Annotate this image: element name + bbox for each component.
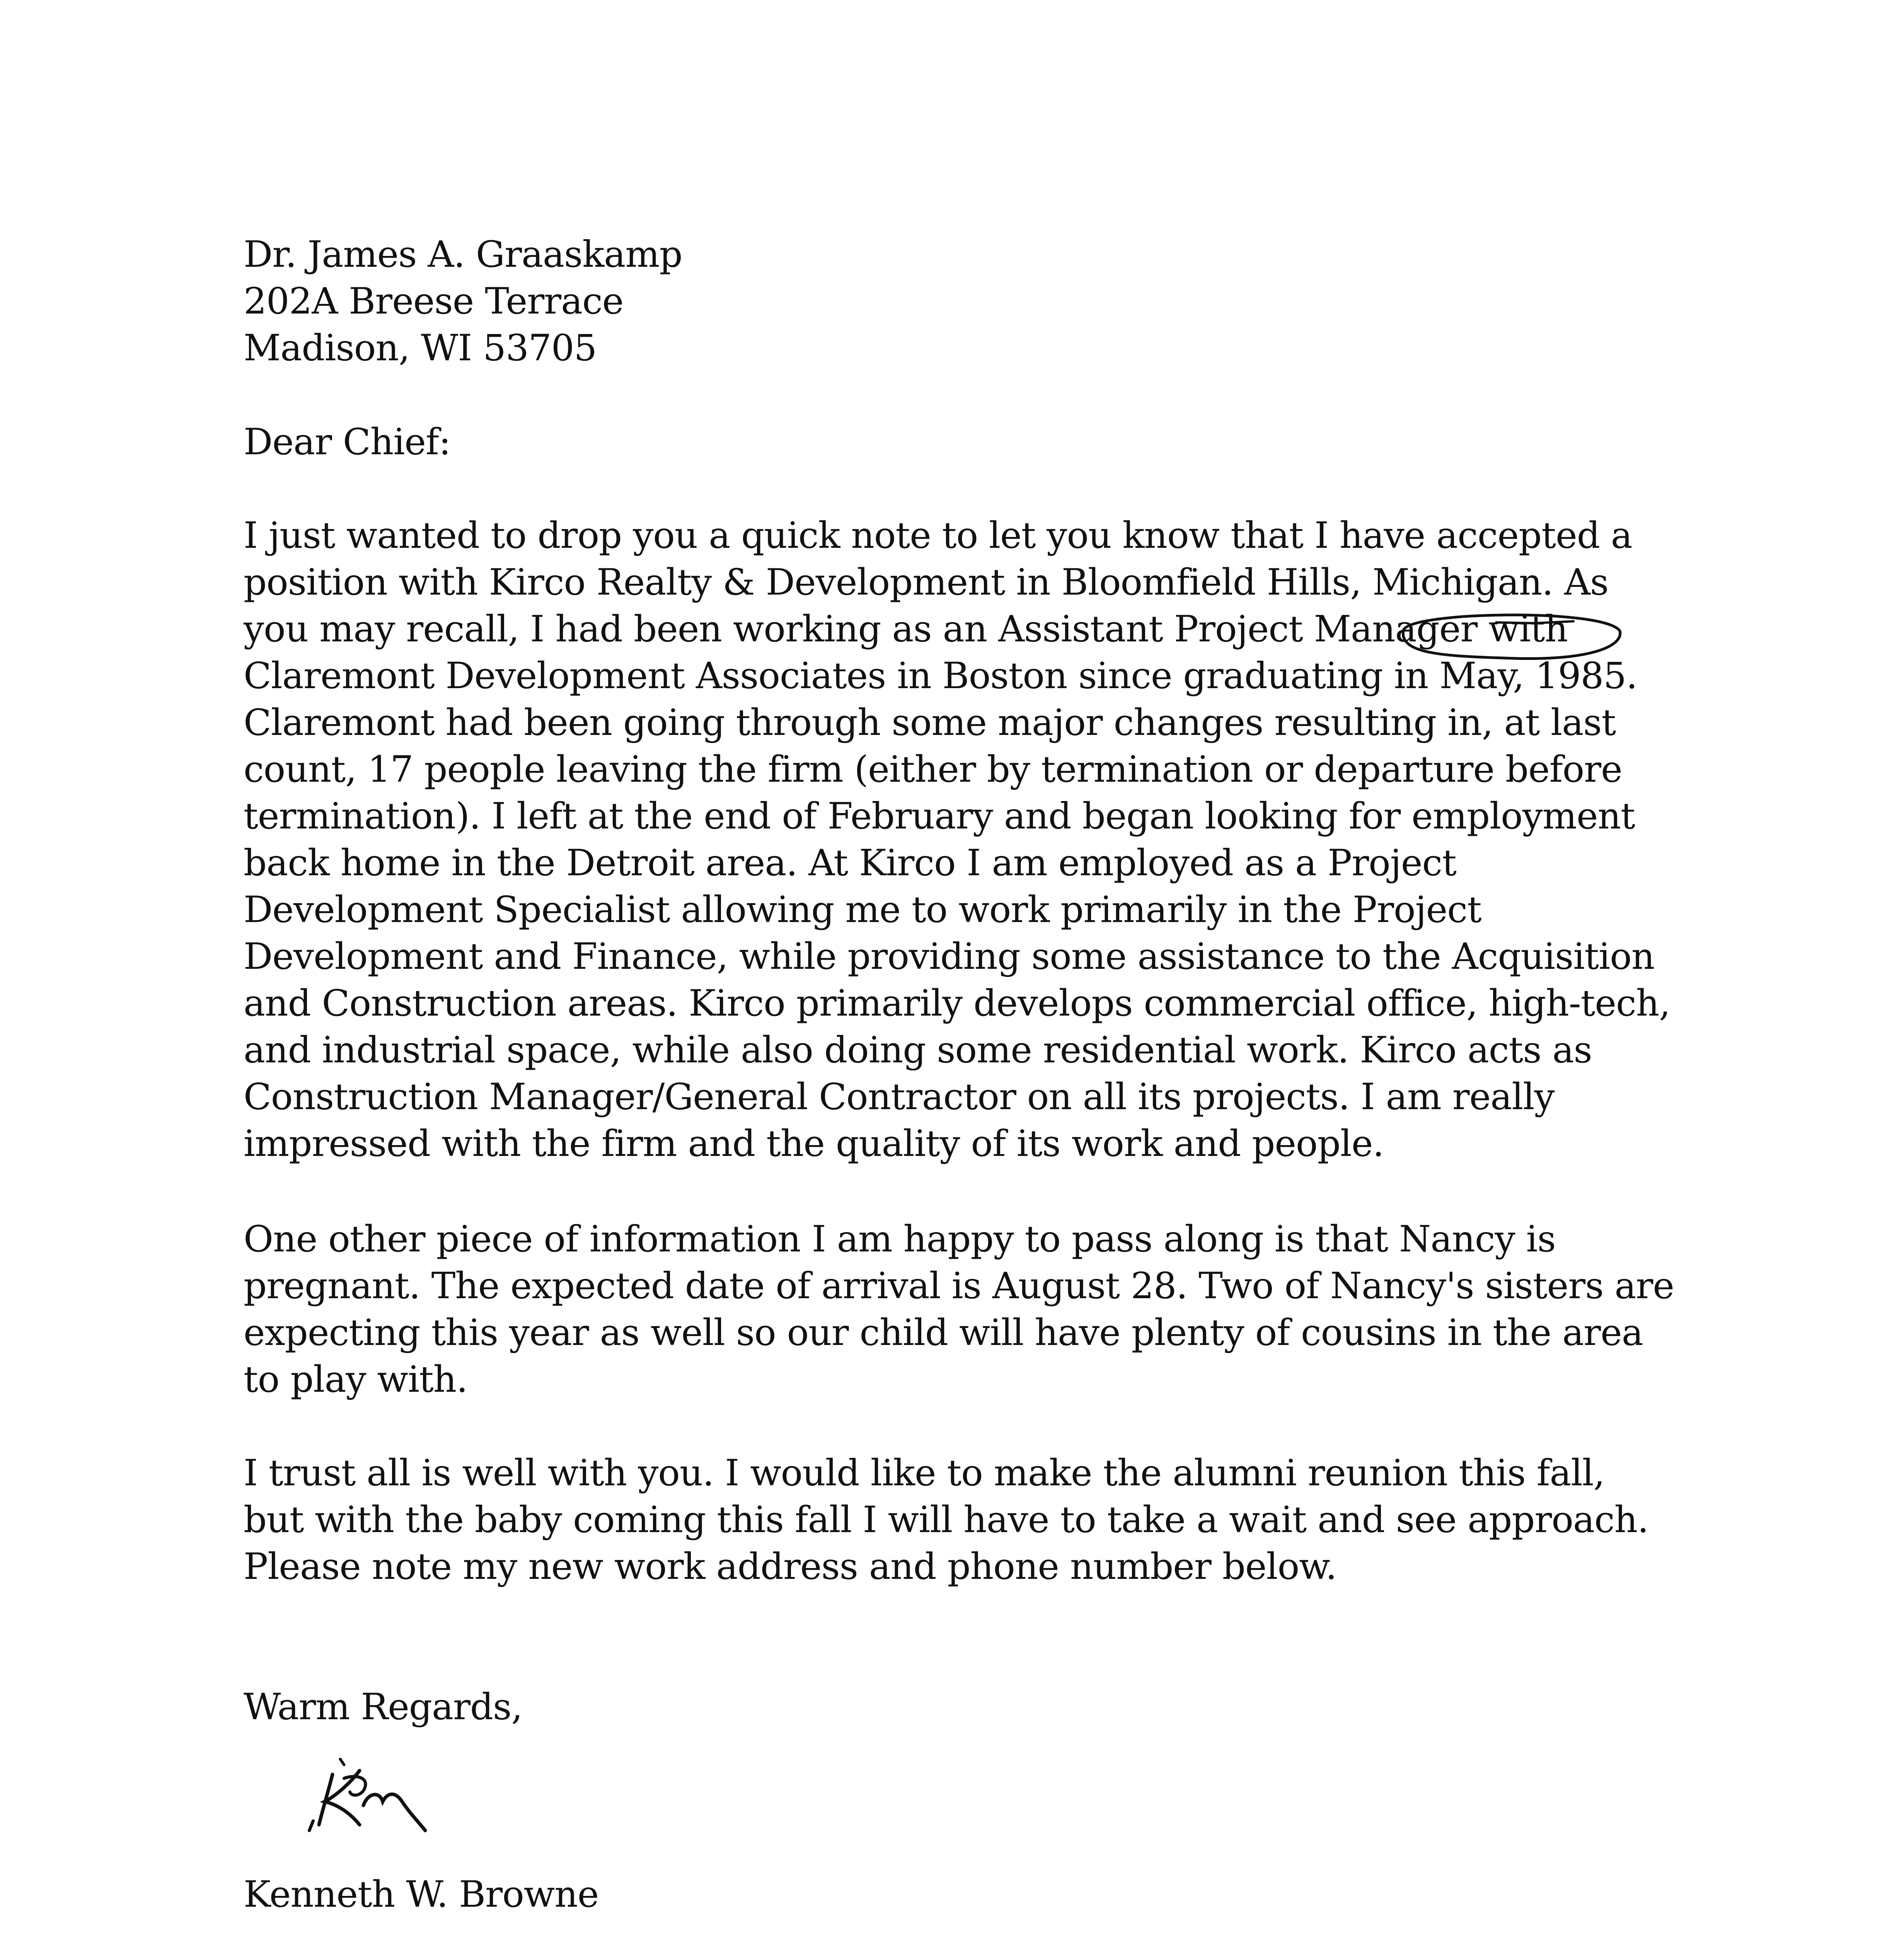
body-paragraph-2: One other piece of information I am happy to pass along is that Nancy is pregnant. The expected date of arrival is August 28. Two of Nancy's sisters are expecting this year as well so our child will have plenty of cousins in the area to play with. bbox=[244, 1218, 1674, 1401]
closing: Warm Regards, bbox=[244, 1686, 523, 1728]
recipient-street: 202A Breese Terrace bbox=[244, 280, 624, 322]
handwritten-signature bbox=[286, 1747, 433, 1848]
body-paragraph-3: I trust all is well with you. I would like to make the alumni reunion this fall, but with the baby coming this fall I will have to take a wait and see approach. Please note my new work address and phone number below. bbox=[244, 1452, 1649, 1588]
body-paragraph-1: I just wanted to drop you a quick note to let you know that I have accepted a position with Kirco Realty & Development in Bloomfield Hills, Michigan. As you may recall, I had been working as an Assistant Project Manager with Claremont Development Associates in Boston since graduating in May, 1985. Claremont had been going through some major changes resulting in, at last count, 17 people leaving the firm (either by termination or departure before termination). I left at the end of February and began looking for employment back home in the Detroit area. At Kirco I am employed as a Project Development Specialist allowing me to work primarily in the Project Development and Finance, while providing some assistance to the Acquisition and Construction areas. Kirco primarily develops commercial office, high-tech, and industrial space, while also doing some residential work. Kirco acts as Construction Manager/General Contractor on all its projects. I am really impressed with the firm and the quality of its work and people. bbox=[244, 515, 1670, 1165]
recipient-name: Dr. James A. Graaskamp bbox=[244, 234, 682, 276]
recipient-city: Madison, WI 53705 bbox=[244, 327, 597, 369]
signatory-name: Kenneth W. Browne bbox=[244, 1873, 599, 1916]
salutation: Dear Chief: bbox=[244, 421, 451, 463]
recipient-address bbox=[244, 231, 1674, 372]
